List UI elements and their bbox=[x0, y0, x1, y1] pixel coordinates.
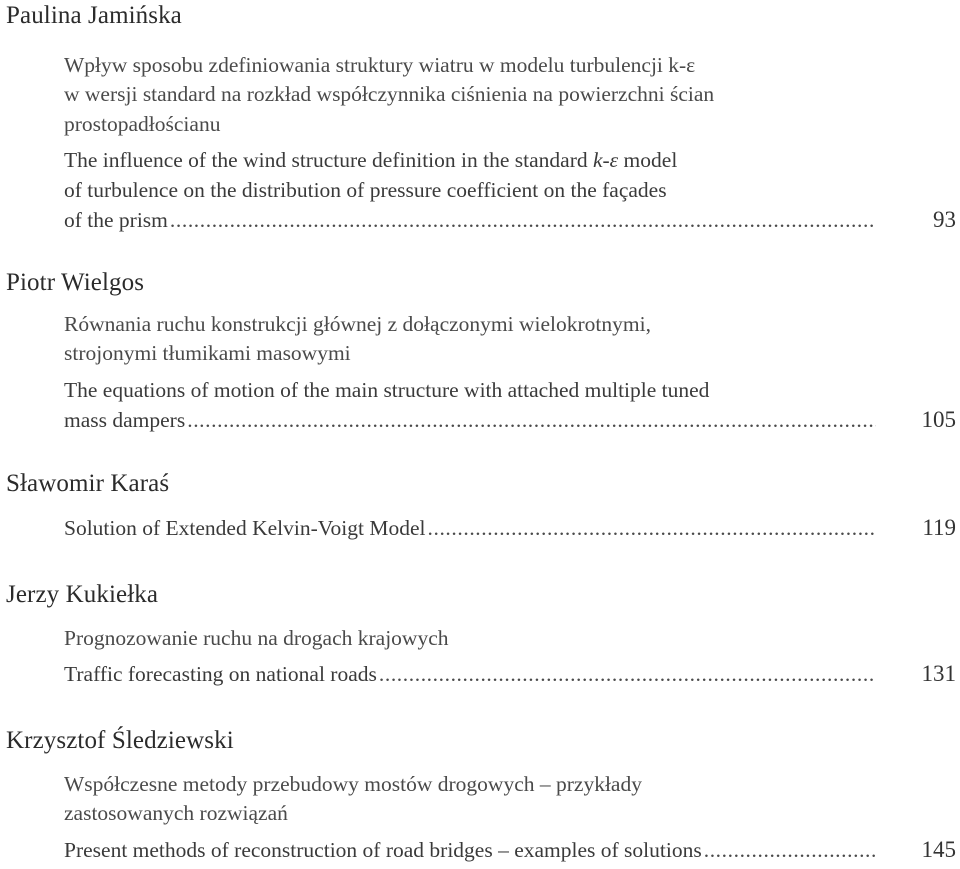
page-number: 105 bbox=[921, 407, 956, 432]
author-name: Jerzy Kukiełka bbox=[6, 581, 159, 608]
title-pl-line: prostopadłościanu bbox=[64, 112, 221, 136]
page-number: 119 bbox=[922, 515, 956, 540]
title-pl-line: Wpływ sposobu zdefiniowania struktury wiatru w modelu turbulencji k-ε bbox=[64, 53, 696, 77]
title-en-text: Traffic forecasting on national roads bbox=[64, 662, 377, 686]
dot-leader bbox=[379, 664, 876, 686]
title-en-text: of the prism bbox=[64, 208, 168, 232]
dot-leader bbox=[170, 210, 876, 232]
title-en-italic-symbol: k-ε bbox=[592, 148, 619, 172]
title-en-text: Present methods of reconstruction of road bridges – examples of solutions bbox=[64, 838, 702, 862]
title-pl-line: Prognozowanie ruchu na drogach krajowych bbox=[64, 626, 449, 650]
title-pl-line: strojonymi tłumikami masowymi bbox=[64, 341, 351, 365]
title-en-line: of turbulence on the distribution of pressure coefficient on the façades bbox=[64, 178, 667, 202]
author-name: Sławomir Karaś bbox=[6, 470, 170, 497]
page-number: 93 bbox=[933, 207, 956, 232]
page-number: 145 bbox=[921, 837, 956, 862]
page-number: 131 bbox=[921, 661, 956, 686]
title-en-leader-line bbox=[64, 518, 876, 540]
title-pl-line: Równania ruchu konstrukcji głównej z dołączonymi wielokrotnymi, bbox=[64, 312, 651, 336]
title-pl-line: Współczesne metody przebudowy mostów drogowych – przykłady bbox=[64, 772, 642, 796]
author-name: Paulina Jamińska bbox=[6, 2, 182, 29]
title-en-text: The influence of the wind structure definition in the standard bbox=[64, 148, 593, 172]
title-en-text: Solution of Extended Kelvin-Voigt Model bbox=[64, 516, 426, 540]
title-pl-line: w wersji standard na rozkład współczynnika ciśnienia na powierzchni ścian bbox=[64, 82, 715, 106]
title-en-text: mass dampers bbox=[64, 408, 186, 432]
title-en-leader-line bbox=[64, 840, 876, 862]
dot-leader bbox=[428, 518, 877, 540]
title-en-leader-line bbox=[64, 210, 876, 232]
title-en-leader-line bbox=[64, 410, 876, 432]
title-en-line: The equations of motion of the main structure with attached multiple tuned bbox=[64, 378, 710, 402]
author-name: Piotr Wielgos bbox=[6, 269, 145, 296]
title-en-leader-line bbox=[64, 664, 876, 686]
dot-leader bbox=[187, 410, 876, 432]
title-en-text: model bbox=[618, 148, 678, 172]
title-pl-line: zastosowanych rozwiązań bbox=[64, 801, 288, 825]
title-en-line bbox=[64, 150, 677, 172]
author-name: Krzysztof Śledziewski bbox=[6, 727, 234, 754]
dot-leader bbox=[704, 840, 876, 862]
